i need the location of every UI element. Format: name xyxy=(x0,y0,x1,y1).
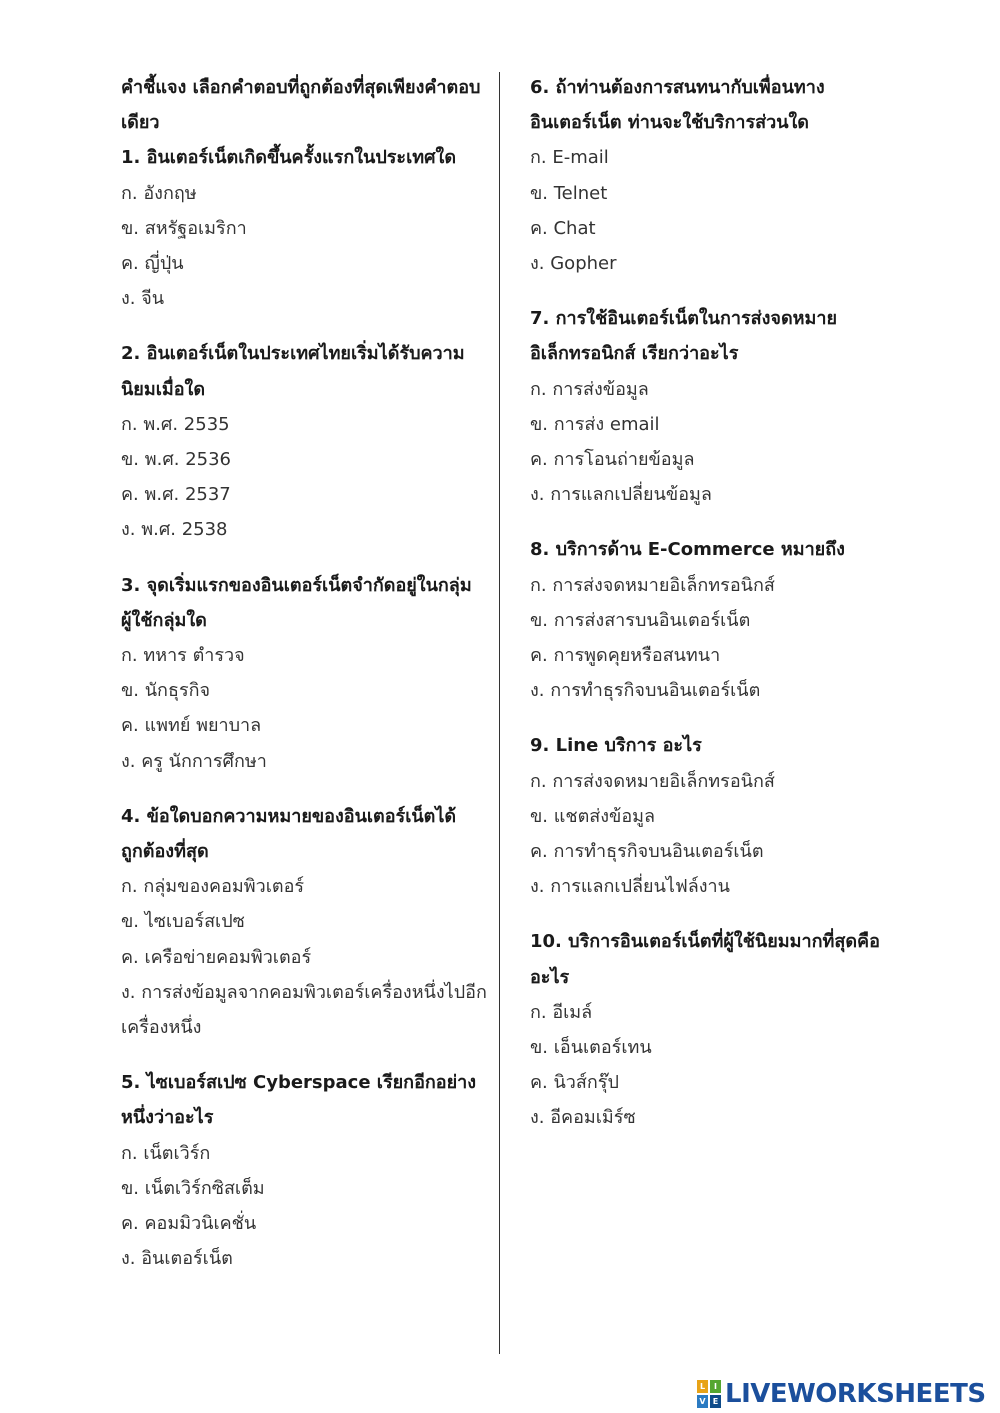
instructions-line-2: เดียว xyxy=(121,112,160,134)
answer-option[interactable]: ก. ทหาร ตำรวจ xyxy=(121,645,245,667)
answer-option[interactable]: ข. การส่ง email xyxy=(530,413,660,435)
question-text: 1. อินเตอร์เน็ตเกิดขึ้นครั้งแรกในประเทศใด xyxy=(121,147,457,169)
question-text: 8. บริการด้าน E-Commerce หมายถึง xyxy=(530,539,845,561)
answer-option[interactable]: ค. การทำธุรกิจบนอินเตอร์เน็ต xyxy=(530,841,764,863)
answer-option[interactable]: ก. E-mail xyxy=(530,147,609,169)
question-2 xyxy=(121,336,481,547)
question-8 xyxy=(530,532,890,708)
answer-option[interactable]: ก. อีเมล์ xyxy=(530,1001,593,1023)
answer-option[interactable]: ก. การส่งข้อมูล xyxy=(530,378,649,400)
question-text: 2. อินเตอร์เน็ตในประเทศไทยเริ่มได้รับความ xyxy=(121,343,465,365)
instructions-line-1: คำชี้แจง เลือกคำตอบที่ถูกต้องที่สุดเพียงคำตอบ xyxy=(121,77,481,98)
answer-option[interactable]: ค. ญี่ปุ่น xyxy=(121,253,184,275)
question-text: 9. Line บริการ อะไร xyxy=(530,735,702,757)
answer-option[interactable]: ข. แชตส่งข้อมูล xyxy=(530,805,656,827)
answer-option[interactable]: ง. อีคอมเมิร์ซ xyxy=(530,1107,636,1129)
answer-option[interactable]: ง. การส่งข้อมูลจากคอมพิวเตอร์เครื่องหนึ่งไปอีก xyxy=(121,981,487,1003)
answer-option[interactable]: ก. เน็ตเวิร์ก xyxy=(121,1142,211,1164)
answer-option[interactable]: ข. Telnet xyxy=(530,182,608,204)
answer-option[interactable]: ก. การส่งจดหมายอิเล็กทรอนิกส์ xyxy=(530,770,775,792)
answer-option[interactable]: ง. Gopher xyxy=(530,253,617,275)
answer-option[interactable]: ค. คอมมิวนิเคชั่น xyxy=(121,1213,257,1235)
question-text: นิยมเมื่อใด xyxy=(121,378,206,400)
question-text: 4. ข้อใดบอกความหมายของอินเตอร์เน็ตได้ xyxy=(121,805,457,827)
question-text: 5. ไซเบอร์สเปซ Cyberspace เรียกอีกอย่าง xyxy=(121,1072,477,1094)
question-text: 6. ถ้าท่านต้องการสนทนากับเพื่อนทาง xyxy=(530,77,825,98)
question-text: อิเล็กทรอนิกส์ เรียกว่าอะไร xyxy=(530,343,739,365)
answer-option[interactable]: ข. เน็ตเวิร์กซิสเต็ม xyxy=(121,1177,265,1199)
answer-option[interactable]: ก. พ.ศ. 2535 xyxy=(121,413,230,435)
answer-option[interactable]: ข. สหรัฐอเมริกา xyxy=(121,217,247,239)
question-text: อะไร xyxy=(530,966,570,988)
question-text: ถูกต้องที่สุด xyxy=(121,841,209,863)
answer-option[interactable]: ง. จีน xyxy=(121,288,165,310)
answer-option[interactable]: ข. นักธุรกิจ xyxy=(121,680,211,702)
question-1 xyxy=(121,140,481,316)
question-9 xyxy=(530,728,890,904)
answer-option[interactable]: ง. อินเตอร์เน็ต xyxy=(121,1248,233,1270)
question-text: หนึ่งว่าอะไร xyxy=(121,1107,214,1129)
right-column xyxy=(530,70,890,1156)
question-3 xyxy=(121,568,481,779)
answer-option[interactable]: ค. แพทย์ พยาบาล xyxy=(121,715,262,737)
liveworksheets-logo-icon: L I V E xyxy=(697,1380,721,1408)
answer-option[interactable]: ข. เอ็นเตอร์เทน xyxy=(530,1037,652,1059)
answer-option[interactable]: ก. กลุ่มของคอมพิวเตอร์ xyxy=(121,876,305,898)
question-text: 3. จุดเริ่มแรกของอินเตอร์เน็ตจำกัดอยู่ในกลุ่ม xyxy=(121,574,472,596)
answer-option[interactable]: ง. การแลกเปลี่ยนข้อมูล xyxy=(530,484,712,506)
brand-text: LIVEWORKSHEETS xyxy=(725,1379,986,1409)
question-text: อินเตอร์เน็ต ท่านจะใช้บริการส่วนใด xyxy=(530,112,809,134)
question-text: 7. การใช้อินเตอร์เน็ตในการส่งจดหมาย xyxy=(530,308,838,330)
question-text: 10. บริการอินเตอร์เน็ตที่ผู้ใช้นิยมมากที่สุดคือ xyxy=(530,931,880,953)
left-column xyxy=(121,70,487,1297)
column-divider xyxy=(499,72,500,1354)
answer-option[interactable]: ง. การแลกเปลี่ยนไฟล์งาน xyxy=(530,876,730,898)
answer-option[interactable]: ข. การส่งสารบนอินเตอร์เน็ต xyxy=(530,609,751,631)
answer-option[interactable]: ก. อังกฤษ xyxy=(121,182,197,204)
liveworksheets-logo xyxy=(697,1378,986,1410)
question-4 xyxy=(121,799,487,1045)
question-10 xyxy=(530,924,890,1135)
question-5 xyxy=(121,1065,481,1276)
answer-option[interactable]: ค. การโอนถ่ายข้อมูล xyxy=(530,449,695,471)
answer-option[interactable]: ค. การพูดคุยหรือสนทนา xyxy=(530,645,721,667)
answer-option[interactable]: ข. พ.ศ. 2536 xyxy=(121,449,232,471)
question-text: ผู้ใช้กลุ่มใด xyxy=(121,609,207,631)
answer-option[interactable]: ค. พ.ศ. 2537 xyxy=(121,484,231,506)
answer-option[interactable]: ข. ไซเบอร์สเปซ xyxy=(121,911,245,933)
question-6 xyxy=(530,70,890,281)
answer-option[interactable]: ง. ครู นักการศึกษา xyxy=(121,750,267,772)
question-7 xyxy=(530,301,890,512)
answer-option[interactable]: เครื่องหนึ่ง xyxy=(121,1017,202,1039)
answer-option[interactable]: ค. Chat xyxy=(530,217,596,239)
answer-option[interactable]: ค. นิวส์กรุ๊ป xyxy=(530,1072,619,1094)
answer-option[interactable]: ง. พ.ศ. 2538 xyxy=(121,519,228,541)
answer-option[interactable]: ง. การทำธุรกิจบนอินเตอร์เน็ต xyxy=(530,680,761,702)
answer-option[interactable]: ค. เครือข่ายคอมพิวเตอร์ xyxy=(121,946,312,968)
answer-option[interactable]: ก. การส่งจดหมายอิเล็กทรอนิกส์ xyxy=(530,574,775,596)
